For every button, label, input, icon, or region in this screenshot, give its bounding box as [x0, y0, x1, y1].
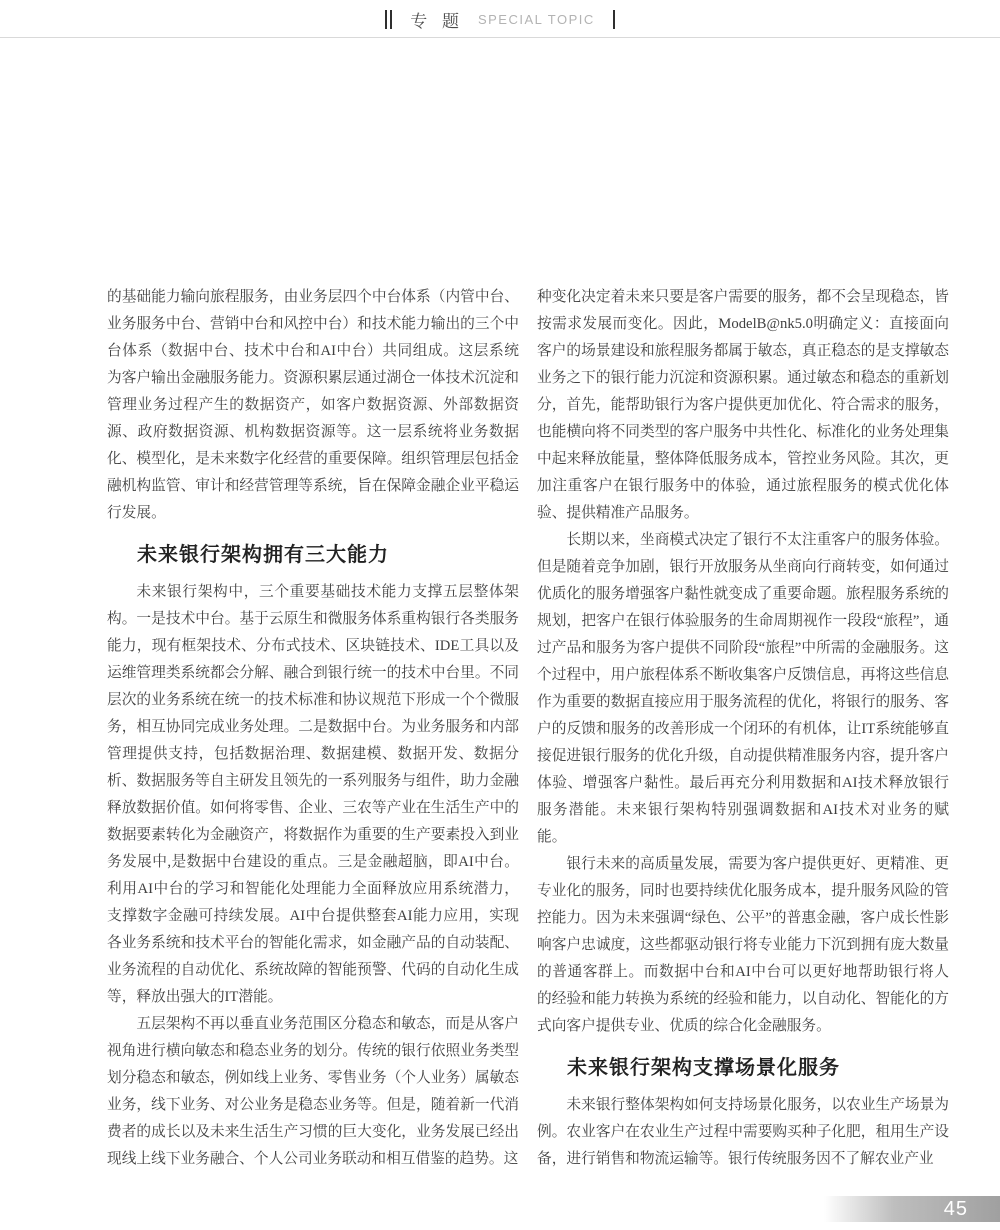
paragraph: 银行未来的高质量发展，需要为客户提供更好、更精准、更专业化的服务，同时也要持续优化服务成本，提升服务风险的管控能力。因为未来强调“绿色、公平”的普惠金融，客户成长性影响客户忠诚度，这些都驱动银行将专业能力下沉到拥有庞大数量的普通客群上。而数据中台和AI中台可以更好地帮助银行将人的经验和能力转换为系统的经验和能力，以自动化、智能化的方式向客户提供专业、优质的综合化金融服务。: [537, 856, 949, 1034]
paragraph: 长期以来，坐商模式决定了银行不太注重客户的服务体验。但是随着竞争加剧，银行开放服务从坐商向行商转变，如何通过优质化的服务增强客户黏性就变成了重要命题。旅程服务系统的规划，把客户在银行体验服务的生命周期视作一段段“旅程”，通过产品和服务为客户提供不同阶段“旅程”中所需的金融服务。这个过程中，用户旅程体系不断收集客户反馈信息，再将这些信息作为重要的数据直接应用于服务流程的优化，将银行的服务、客户的反馈和服务的改善形成一个闭环的有机体，让IT系统能够直接促进银行服务的优化升级，自动提供精准服务内容，提升客户体验、增强客户黏性。最后再充分利用数据和AI技术释放银行服务潜能。未来银行架构特别强调数据和AI技术对业务的赋能。: [537, 532, 949, 845]
header-divider: [0, 37, 1000, 38]
page-number: 45: [943, 1197, 968, 1220]
section-heading-scenario-services: 未来银行架构支撑场景化服务: [567, 1057, 840, 1079]
right-column: [537, 284, 949, 1173]
double-bar-icon: [385, 10, 392, 29]
paragraph: 未来银行架构中，三个重要基础技术能力支撑五层整体架构。一是技术中台。基于云原生和微服务体系重构银行各类服务能力，现有框架技术、分布式技术、区块链技术、IDE工具以及运维管理类系统都会分解、融合到银行统一的技术中台里。不同层次的业务系统在统一的技术标准和协议规范下形成一个个微服务，相互协同完成业务处理。二是数据中台。为业务服务和内部管理提供支持，包括数据治理、数据建模、数据开发、数据分析、数据服务等自主研发且领先的一系列服务与组件，助力金融释放数据价值。如何将零售、企业、三农等产业在生活生产中的数据要素转化为金融资产，将数据作为重要的生产要素投入到业务发展中,是数据中台建设的重点。三是金融超脑，即AI中台。利用AI中台的学习和智能化处理能力全面释放应用系统潜力，支撑数字金融可持续发展。AI中台提供整套AI能力应用，实现各业务系统和技术平台的智能化需求，如金融产品的自动装配、业务流程的自动优化、系统故障的智能预警、代码的自动化生成等，释放出强大的IT潜能。: [107, 584, 519, 1005]
paragraph: 未来银行整体架构如何支持场景化服务，以农业生产场景为例。农业客户在农业生产过程中需要购买种子化肥，租用生产设备，进行销售和物流运输等。银行传统服务因不了解农业产业: [537, 1097, 949, 1167]
header-title-cn: 专 题: [410, 12, 464, 31]
vertical-bar-icon: [613, 10, 615, 29]
page-number-bar: [824, 1196, 1000, 1222]
left-column: [107, 284, 519, 1173]
paragraph: 五层架构不再以垂直业务范围区分稳态和敏态，而是从客户视角进行横向敏态和稳态业务的划分。传统的银行依照业务类型划分稳态和敏态，例如线上业务、零售业务（个人业务）属敏态业务，线下业务、对公业务是稳态业务等。但是，随着新一代消费者的成长以及未来生活生产习惯的巨大变化，业务发展已经出现线上线下业务融合、个人公司业务联动和相互借鉴的趋势。这: [107, 1016, 519, 1167]
section-heading-capabilities: 未来银行架构拥有三大能力: [137, 544, 389, 566]
paragraph-continued: 种变化决定着未来只要是客户需要的服务，都不会呈现稳态，皆按需求发展而变化。因此，ModelB@nk5.0明确定义：直接面向客户的场景建设和旅程服务都属于敏态，真正稳态的是支撑敏态业务之下的银行能力沉淀和资源积累。通过敏态和稳态的重新划分，首先，能帮助银行为客户提供更加优化、符合需求的服务，也能横向将不同类型的客户服务中共性化、标准化的业务处理集中起来释放能量，整体降低服务成本，管控业务风险。其次，更加注重客户在银行服务中的体验，通过旅程服务的模式优化体验、提供精准产品服务。: [537, 289, 949, 521]
header-title-en: SPECIAL TOPIC: [477, 12, 595, 27]
paragraph-continued: 的基础能力输向旅程服务，由业务层四个中台体系（内管中台、业务服务中台、营销中台和风控中台）和技术能力输出的三个中台体系（数据中台、技术中台和AI中台）共同组成。这层系统为客户输出金融服务能力。资源积累层通过湖仓一体技术沉淀和管理业务过程产生的数据资产，如客户数据资源、外部数据资源、政府数据资源、机构数据资源等。这一层系统将业务数据化、模型化，是未来数字化经营的重要保障。组织管理层包括金融机构监管、审计和经营管理等系统，旨在保障金融企业平稳运行发展。: [107, 289, 519, 521]
page-header: [0, 7, 1000, 32]
